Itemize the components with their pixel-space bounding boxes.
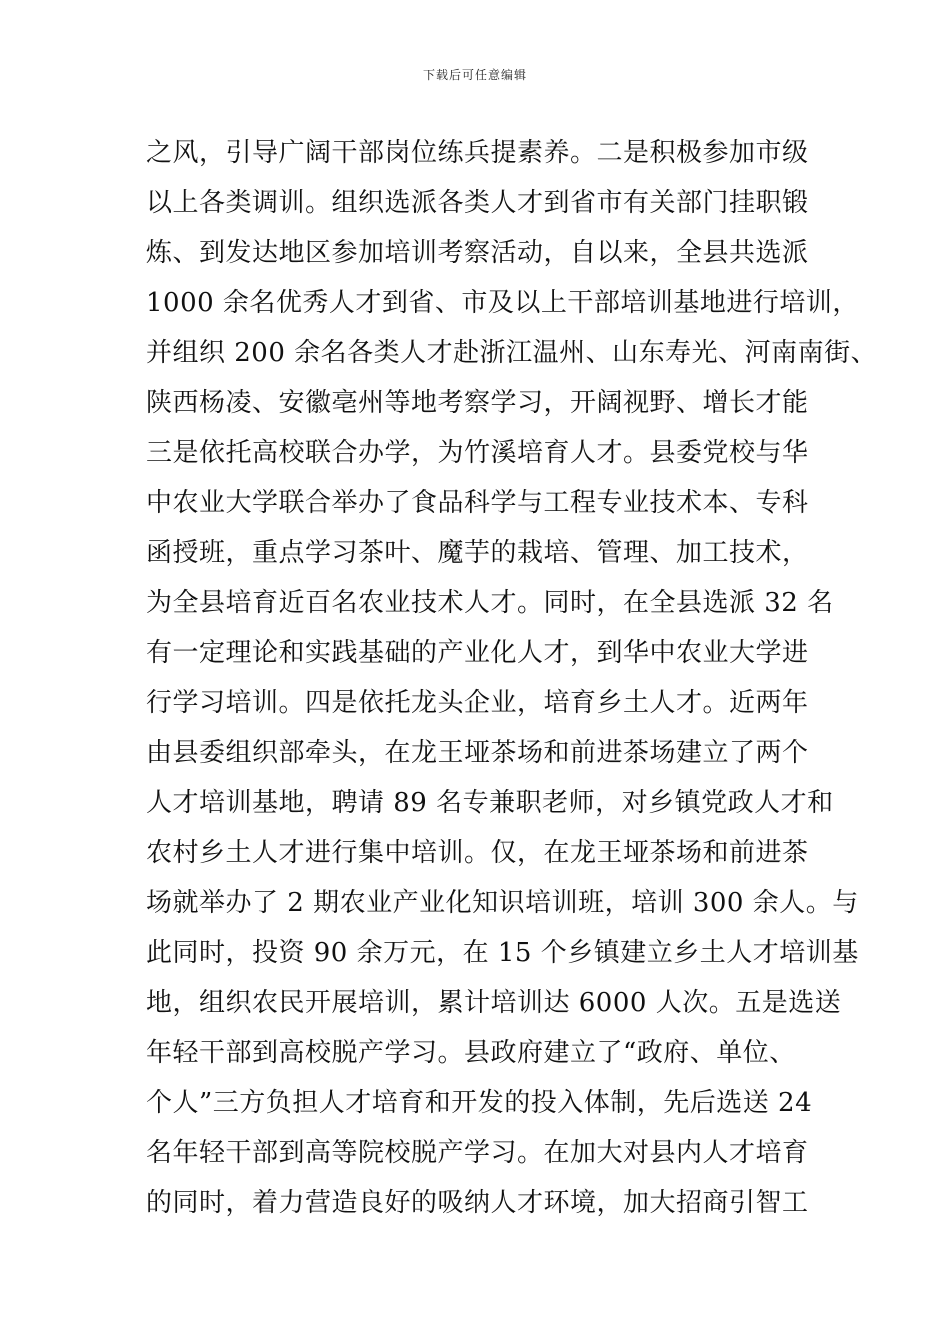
text-line: 陕西杨凌、安徽亳州等地考察学习，开阔视野、增长才能 [146,388,809,418]
text-line: 年轻干部到高校脱产学习。县政府建立了“政府、单位、 [146,1038,796,1068]
text-line: 并组织 200 余名各类人才赴浙江温州、山东寿光、河南南街、 [146,338,878,368]
text-line: 此同时，投资 90 余万元，在 15 个乡镇建立乡土人才培训基 [146,938,859,968]
text-line: 的同时，着力营造良好的吸纳人才环境，加大招商引智工 [146,1188,809,1218]
text-line: 三是依托高校联合办学，为竹溪培育人才。县委党校与华 [146,438,809,468]
text-line: 行学习培训。四是依托龙头企业，培育乡土人才。近两年 [146,688,809,718]
text-line: 有一定理论和实践基础的产业化人才，到华中农业大学进 [146,638,809,668]
text-line: 名年轻干部到高等院校脱产学习。在加大对县内人才培育 [146,1138,809,1168]
text-line: 中农业大学联合举办了食品科学与工程专业技术本、专科 [146,488,809,518]
document-body [146,128,878,1228]
text-line: 函授班，重点学习茶叶、魔芋的栽培、管理、加工技术， [146,538,809,568]
text-line: 农村乡土人才进行集中培训。仅，在龙王垭茶场和前进茶 [146,838,809,868]
text-line: 炼、到发达地区参加培训考察活动，自以来，全县共选派 [146,238,809,268]
text-line: 1000 余名优秀人才到省、市及以上干部培训基地进行培训， [146,288,859,318]
text-line: 由县委组织部牵头，在龙王垭茶场和前进茶场建立了两个 [146,738,809,768]
text-line: 个人”三方负担人才培育和开发的投入体制，先后选送 24 [146,1088,813,1118]
text-line: 之风，引导广阔干部岗位练兵提素养。二是积极参加市级 [146,138,809,168]
text-line: 地，组织农民开展培训，累计培训达 6000 人次。五是选送 [146,988,842,1018]
text-line: 以上各类调训。组织选派各类人才到省市有关部门挂职锻 [146,188,809,218]
text-line: 为全县培育近百名农业技术人才。同时，在全县选派 32 名 [146,588,834,618]
page-header: 下载后可任意编辑 [422,68,527,82]
text-line: 场就举办了 2 期农业产业化知识培训班，培训 300 余人。与 [146,888,859,918]
text-line: 人才培训基地，聘请 89 名专兼职老师，对乡镇党政人才和 [146,788,834,818]
